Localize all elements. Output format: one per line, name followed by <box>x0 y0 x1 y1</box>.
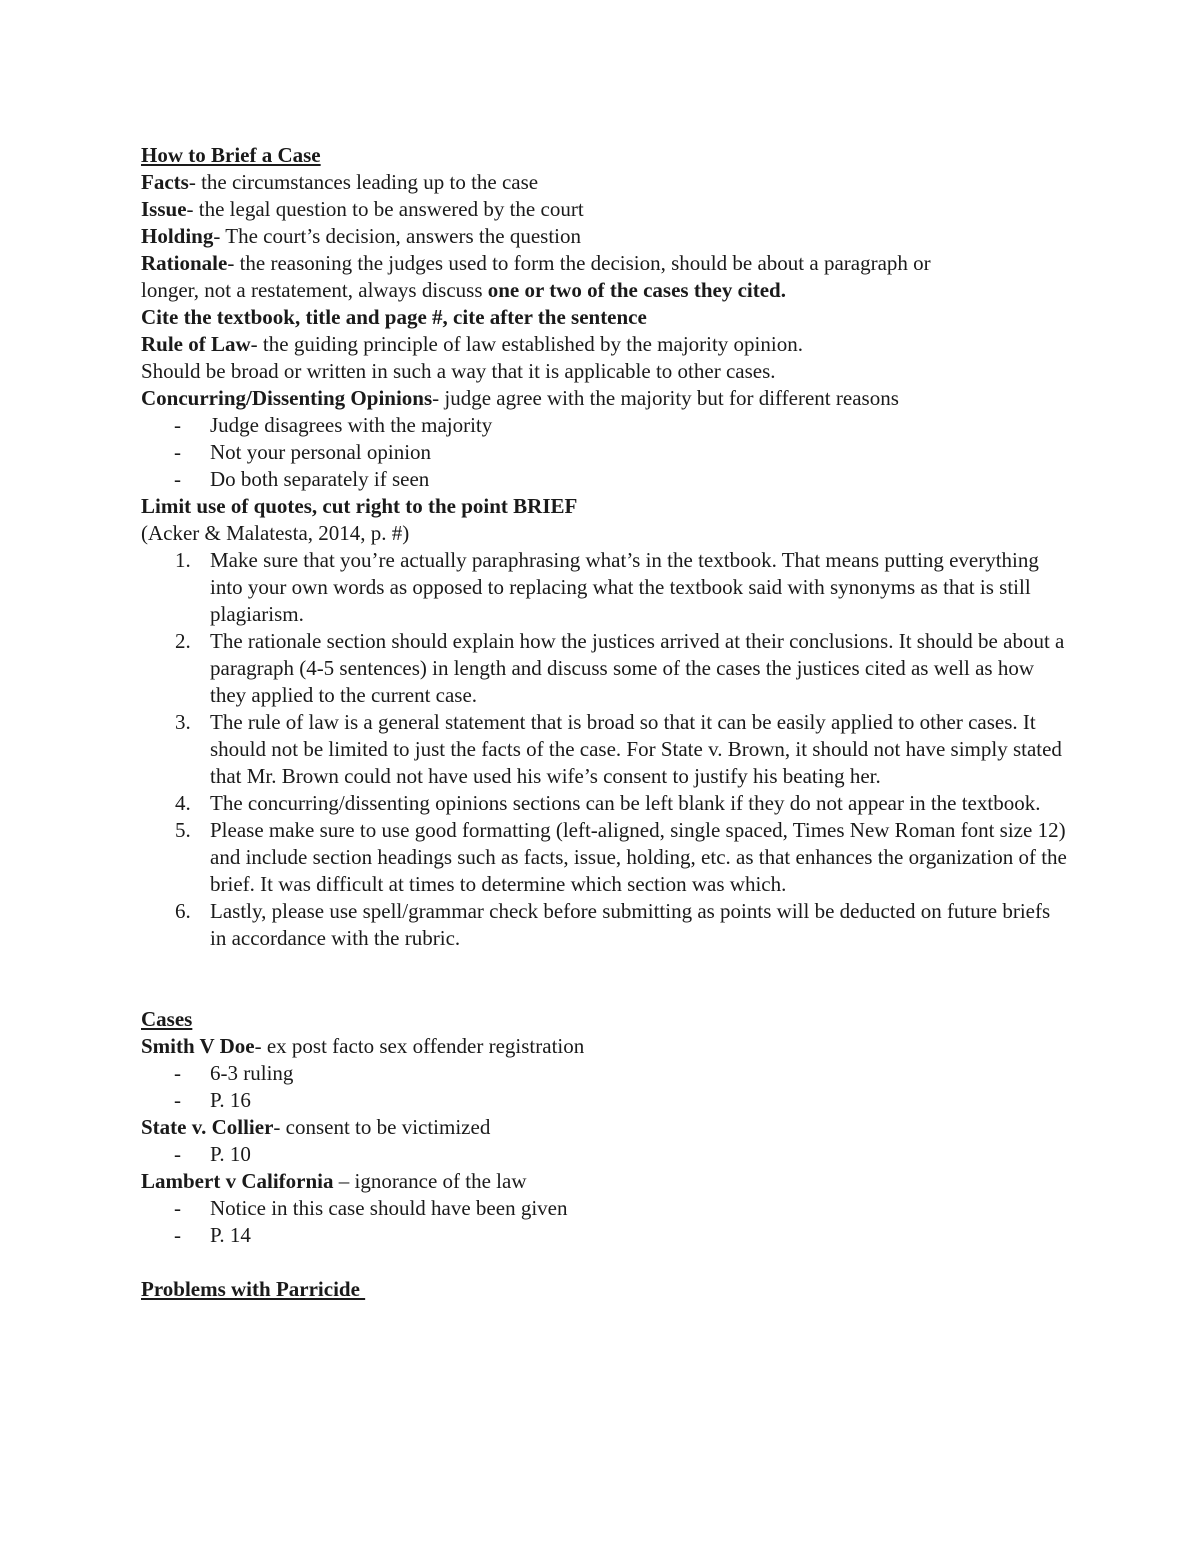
list-item-text: Make sure that you’re actually paraphrasing what’s in the textbook. That means putting everything into your own words as opposed to replacing what the textbook said with synonyms as that is still plagiarism. <box>210 548 1039 626</box>
list-item-text: P. 14 <box>210 1223 251 1247</box>
list-item <box>141 1087 1071 1114</box>
list-item <box>141 1222 1071 1249</box>
facts-term: Facts <box>141 170 189 194</box>
cases-heading: Cases <box>141 1007 193 1031</box>
list-marker: - <box>174 440 181 464</box>
case-name: State v. Collier <box>141 1115 274 1139</box>
list-marker: - <box>174 1088 181 1112</box>
limit-instruction-text: Limit use of quotes, cut right to the point BRIEF <box>141 494 578 518</box>
list-number: 1. <box>175 548 191 572</box>
list-item-text: P. 10 <box>210 1142 251 1166</box>
facts-line <box>141 169 1071 196</box>
list-item-text: Not your personal opinion <box>210 440 432 464</box>
list-item <box>141 1195 1071 1222</box>
citation-format: (Acker & Malatesta, 2014, p. #) <box>141 521 410 545</box>
rationale-text-2: longer, not a restatement, always discuss <box>141 278 488 302</box>
list-item-text: 6-3 ruling <box>210 1061 294 1085</box>
holding-text: - The court’s decision, answers the question <box>213 224 581 248</box>
list-number: 3. <box>175 710 191 734</box>
holding-term: Holding <box>141 224 214 248</box>
list-number: 4. <box>175 791 191 815</box>
rationale-line <box>141 250 1071 277</box>
parricide-heading: Problems with Parricide <box>141 1277 366 1301</box>
list-item <box>141 547 1071 628</box>
opinions-list <box>141 412 1071 493</box>
list-item-text: Please make sure to use good formatting (left-aligned, single spaced, Times New Roman font size 12) and include section headings such as facts, issue, holding, etc. as that enhances the organization of the brief. It was difficult at times to determine which section was which. <box>210 818 1067 896</box>
case-lambert <box>141 1168 1071 1195</box>
list-number: 2. <box>175 629 191 653</box>
list-marker: - <box>174 413 181 437</box>
limit-instruction <box>141 493 1071 520</box>
holding-line <box>141 223 1071 250</box>
rationale-line-2 <box>141 277 1071 304</box>
case-smith-list <box>141 1060 1071 1114</box>
opinions-text: - judge agree with the majority but for different reasons <box>432 386 899 410</box>
case-collier <box>141 1114 1071 1141</box>
rationale-bold: one or two of the cases they cited. <box>487 278 786 302</box>
issue-line <box>141 196 1071 223</box>
case-text: - ex post facto sex offender registration <box>254 1034 585 1058</box>
cite-instruction <box>141 304 1071 331</box>
list-marker: - <box>174 467 181 491</box>
spacer <box>141 1249 1071 1276</box>
list-item <box>141 817 1071 898</box>
list-item-text: Do both separately if seen <box>210 467 430 491</box>
page-title: How to Brief a Case <box>141 143 321 167</box>
issue-text: - the legal question to be answered by the court <box>186 197 584 221</box>
list-item-text: The concurring/dissenting opinions sections can be left blank if they do not appear in the textbook. <box>210 791 1041 815</box>
list-marker: - <box>174 1142 181 1166</box>
facts-text: - the circumstances leading up to the case <box>188 170 539 194</box>
list-item-text: The rule of law is a general statement that is broad so that it can be easily applied to other cases. It should not be limited to just the facts of the case. For State v. Brown, it should not have simply stated that Mr. Brown could not have used his wife’s consent to justify his beating her. <box>210 710 1062 788</box>
list-marker: - <box>174 1061 181 1085</box>
list-item <box>141 412 1071 439</box>
case-name: Smith V Doe <box>141 1034 255 1058</box>
list-marker: - <box>174 1196 181 1220</box>
list-number: 5. <box>175 818 191 842</box>
rule-of-law-line-2: Should be broad or written in such a way that it is applicable to other cases. <box>141 359 776 383</box>
list-item <box>141 439 1071 466</box>
cite-instruction-text: Cite the textbook, title and page #, cite after the sentence <box>141 305 647 329</box>
case-lambert-list <box>141 1195 1071 1249</box>
opinions-line <box>141 385 1071 412</box>
case-name: Lambert v California <box>141 1169 334 1193</box>
guidelines-list <box>141 547 1071 952</box>
list-marker: - <box>174 1223 181 1247</box>
rationale-text: - the reasoning the judges used to form the decision, should be about a paragraph or <box>227 251 931 275</box>
rule-of-law-line <box>141 331 1071 358</box>
list-item-text: Notice in this case should have been given <box>210 1196 568 1220</box>
case-text: - consent to be victimized <box>273 1115 491 1139</box>
list-item <box>141 790 1071 817</box>
opinions-term: Concurring/Dissenting Opinions <box>141 386 433 410</box>
list-item <box>141 1060 1071 1087</box>
list-item-text: Lastly, please use spell/grammar check before submitting as points will be deducted on future briefs in accordance with the rubric. <box>210 899 1051 950</box>
list-item <box>141 1141 1071 1168</box>
list-number: 6. <box>175 899 191 923</box>
case-smith <box>141 1033 1071 1060</box>
rule-of-law-term: Rule of Law <box>141 332 251 356</box>
document-content <box>141 142 1071 1303</box>
case-text: – ignorance of the law <box>333 1169 527 1193</box>
spacer <box>141 952 1071 1006</box>
list-item <box>141 466 1071 493</box>
rationale-term: Rationale <box>141 251 228 275</box>
list-item <box>141 898 1071 952</box>
list-item <box>141 709 1071 790</box>
list-item <box>141 628 1071 709</box>
list-item-text: P. 16 <box>210 1088 251 1112</box>
list-item-text: Judge disagrees with the majority <box>210 413 493 437</box>
issue-term: Issue <box>141 197 187 221</box>
rule-of-law-text: - the guiding principle of law established by the majority opinion. <box>250 332 803 356</box>
case-collier-list <box>141 1141 1071 1168</box>
list-item-text: The rationale section should explain how the justices arrived at their conclusions. It should be about a paragraph (4-5 sentences) in length and discuss some of the cases the justices cited as well as how they applied to the current case. <box>210 629 1065 707</box>
